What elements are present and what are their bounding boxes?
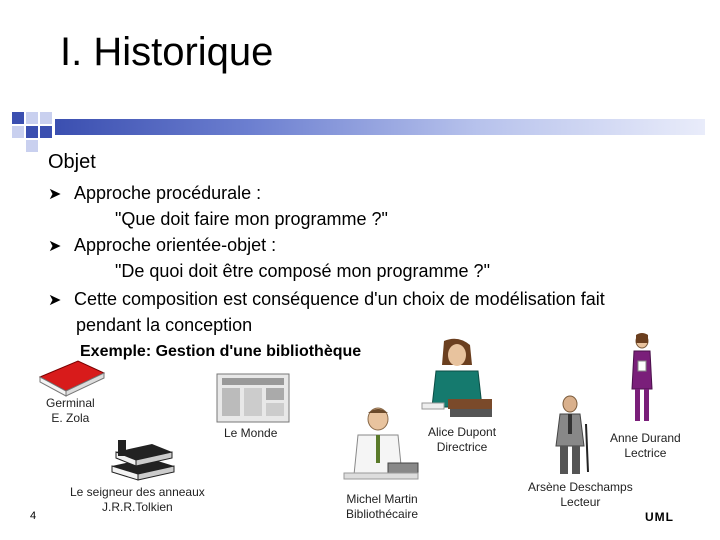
slide-title: I. Historique bbox=[60, 30, 274, 74]
arrow-bullet-icon: ➤ bbox=[48, 292, 62, 309]
title-gradient-bar bbox=[55, 119, 705, 135]
object-germinal-label bbox=[46, 396, 95, 426]
example-caption: Exemple: Gestion d'une bibliothèque bbox=[80, 343, 362, 360]
object-role: Bibliothécaire bbox=[346, 507, 419, 521]
arrow-bullet-icon: ➤ bbox=[48, 186, 62, 203]
red-book-icon bbox=[38, 355, 106, 397]
object-author: E. Zola bbox=[51, 411, 90, 425]
bullet-text: Approche procédurale : bbox=[74, 183, 262, 203]
bullet-continuation: pendant la conception bbox=[76, 315, 253, 335]
object-role: Directrice bbox=[436, 440, 488, 454]
bullet-sub-text: "De quoi doit être composé mon programme ?" bbox=[115, 261, 490, 281]
woman-reader-icon bbox=[627, 333, 657, 425]
newspaper-icon bbox=[216, 373, 290, 423]
book-stack-icon bbox=[108, 436, 178, 482]
bullet-sub-text: "Que doit faire mon programme ?" bbox=[115, 209, 388, 229]
object-title: Germinal bbox=[46, 396, 95, 410]
object-seigneur-label bbox=[70, 485, 205, 515]
object-author: J.R.R.Tolkien bbox=[102, 500, 173, 514]
man-reader-icon bbox=[548, 394, 592, 478]
object-name: Michel Martin bbox=[346, 492, 418, 506]
bullet-text: Cette composition est conséquence d'un choix de modélisation fait bbox=[74, 289, 605, 309]
object-arsene-label bbox=[528, 480, 633, 510]
director-icon bbox=[418, 337, 496, 421]
bullet-composition bbox=[48, 286, 605, 314]
footer-label: UML bbox=[645, 510, 674, 524]
arrow-bullet-icon: ➤ bbox=[48, 238, 62, 255]
object-lemonde-label: Le Monde bbox=[224, 426, 278, 440]
librarian-icon bbox=[338, 405, 424, 489]
object-name: Arsène Deschamps bbox=[528, 480, 633, 494]
object-title: Le seigneur des anneaux bbox=[70, 485, 205, 499]
object-alice-label bbox=[428, 425, 496, 455]
object-name: Alice Dupont bbox=[428, 425, 497, 439]
page-number: 4 bbox=[30, 510, 37, 522]
bullet-text: Approche orientée-objet : bbox=[74, 235, 277, 255]
object-michel-label bbox=[346, 492, 418, 522]
bullet-procedural bbox=[48, 180, 261, 208]
object-anne-label bbox=[610, 431, 681, 461]
object-role: Lecteur bbox=[560, 495, 601, 509]
object-role: Lectrice bbox=[624, 446, 667, 460]
section-heading: Objet bbox=[48, 151, 96, 173]
bullet-object bbox=[48, 232, 276, 260]
object-name: Anne Durand bbox=[610, 431, 681, 445]
